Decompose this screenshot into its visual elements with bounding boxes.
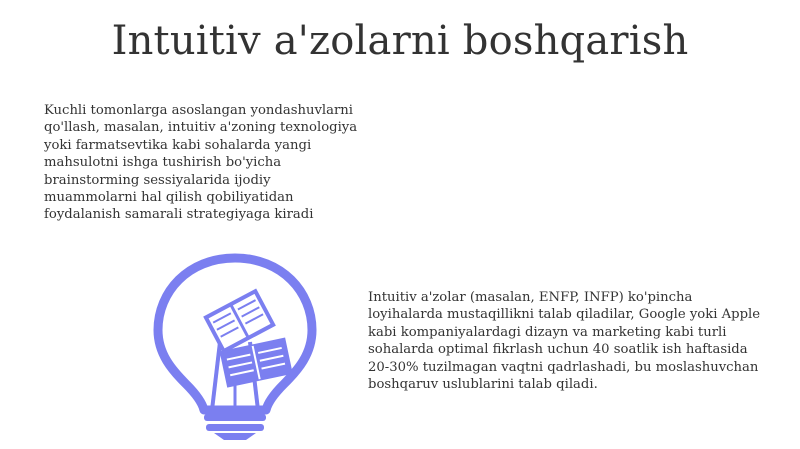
paragraph-strengths: Kuchli tomonlarga asoslangan yondashuvlarni qo'llash, masalan, intuitiv a'zoning texnologiya yoki farmatsevtika kabi sohalarda yangi mahsulotni ishga tushirish bo'yicha brainstorming sessiyalarida ijodiy muammolarni hal qilish qobiliyatidan foydalanish samarali strategiyaga kiradi [44,103,358,223]
paragraph-autonomy: Intuitiv a'zolar (masalan, ENFP, INFP) ko'pincha loyihalarda mustaqillikni talab qiladilar, Google yoki Apple kabi kompaniyalardagi dizayn va marketing kabi turli sohalarda optimal fikrlash uchun 40 soatlik ish haftasida 20-30% tuzilmagan vaqtni qadrlashadi, bu moslashuvchan boshqaruv uslublarini talab qiladi. [368,290,761,393]
lightbulb-book-icon [150,250,320,440]
slide-title: Intuitiv a'zolarni boshqarish [111,18,689,64]
